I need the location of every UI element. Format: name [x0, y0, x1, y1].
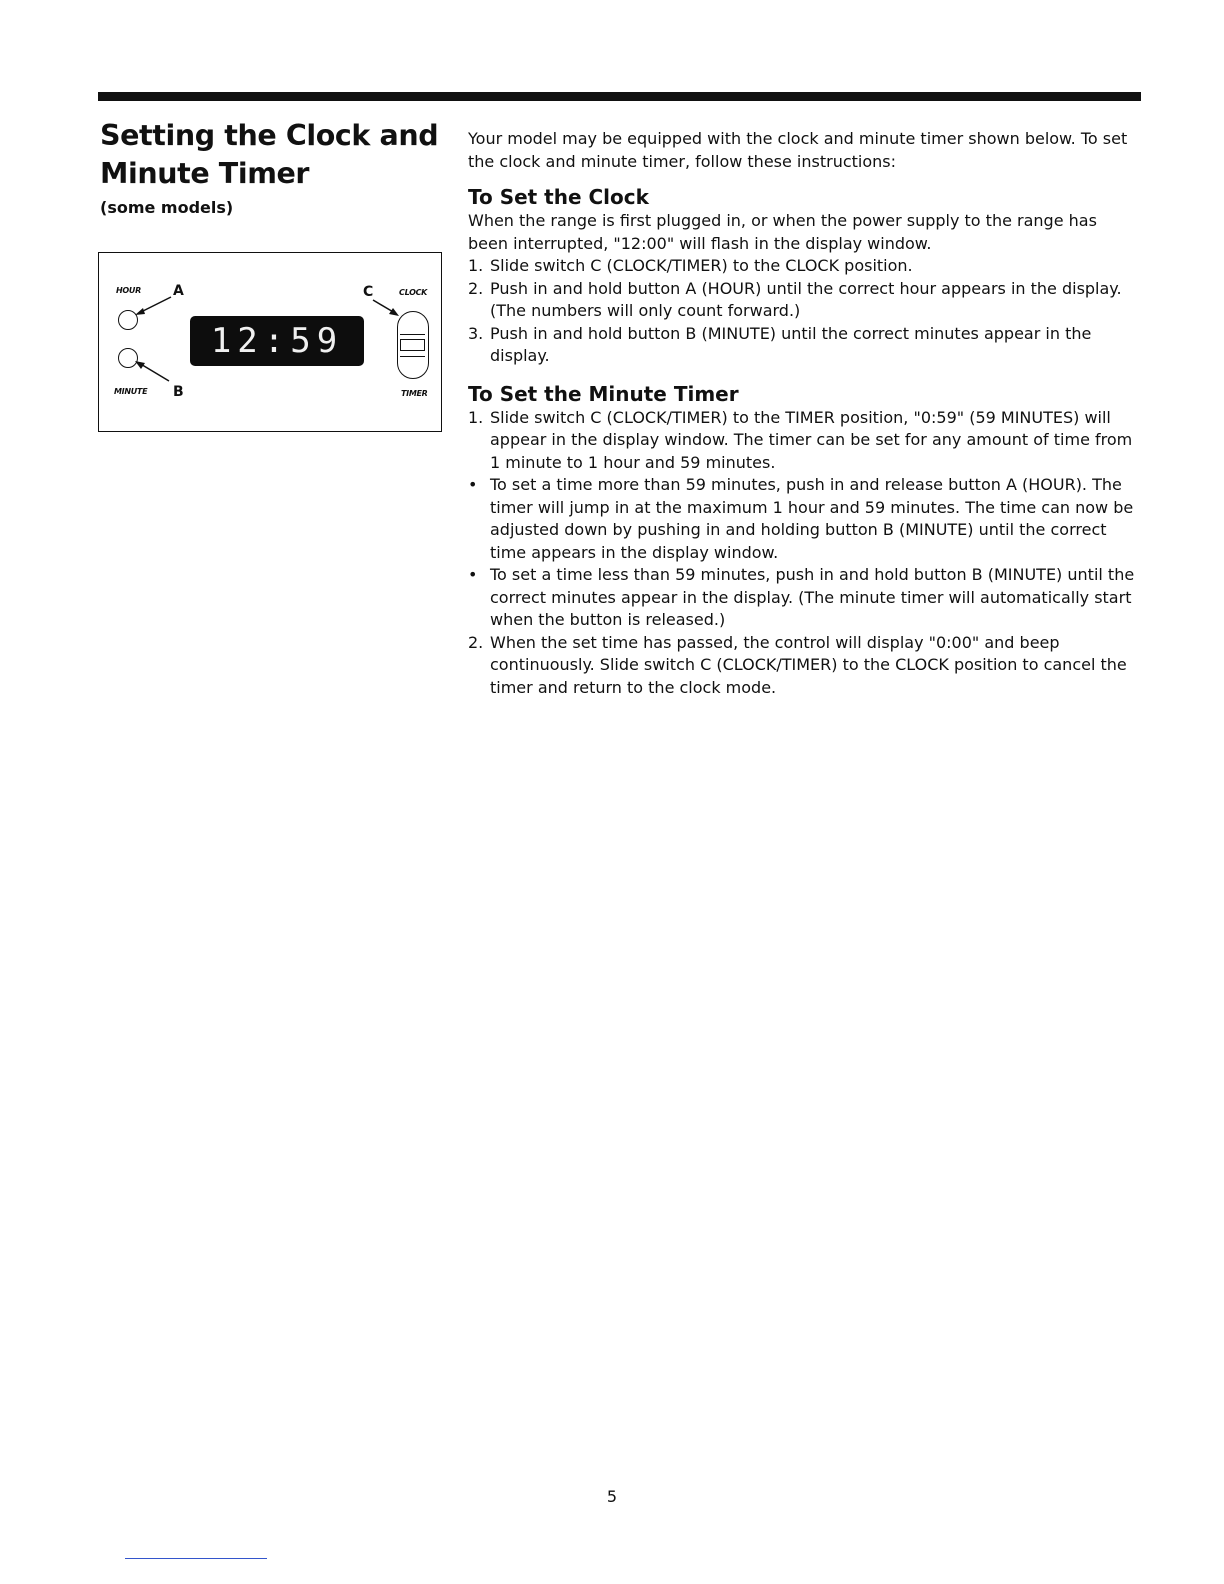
- minute-label: MINUTE: [114, 387, 148, 396]
- set-timer-section: [468, 381, 1136, 700]
- top-rule: [98, 92, 1141, 101]
- list-item: [468, 632, 1136, 700]
- list-item: [468, 278, 1136, 323]
- list-marker: •: [468, 475, 478, 494]
- page-number: 5: [606, 1487, 618, 1506]
- list-item: [468, 255, 1136, 278]
- set-clock-section: [468, 184, 1136, 368]
- list-item-text: When the set time has passed, the control will display "0:00" and beep continuously. Slide switch C (CLOCK/TIMER) to the CLOCK position to cancel the timer and return to the clock mode.: [490, 632, 1127, 697]
- timer-label: TIMER: [401, 389, 428, 398]
- list-item-text: Push in and hold button A (HOUR) until the correct hour appears in the display. (The numbers will only count forward.): [490, 278, 1122, 320]
- clock-label: CLOCK: [399, 288, 428, 297]
- list-item: [468, 564, 1136, 632]
- switch-divider-bottom: [400, 356, 425, 357]
- title-line-1: Setting the Clock and: [100, 119, 439, 152]
- display-value: 12:59: [210, 321, 344, 361]
- set-clock-paragraph: When the range is first plugged in, or when the power supply to the range has been interrupted, "12:00" will flash in the display window.: [468, 211, 1097, 253]
- hour-label: HOUR: [116, 286, 141, 295]
- title-line-2: Minute Timer: [100, 157, 310, 190]
- set-timer-heading: To Set the Minute Timer: [468, 381, 739, 406]
- arrow-a-icon: [133, 295, 173, 317]
- list-marker: 3.: [468, 323, 484, 343]
- arrow-c-icon: [371, 298, 401, 318]
- list-marker: 2.: [468, 632, 484, 652]
- list-marker: 1.: [468, 407, 484, 427]
- list-marker: 2.: [468, 278, 484, 298]
- list-item-text: Push in and hold button B (MINUTE) until the correct minutes appear in the display.: [490, 323, 1092, 365]
- list-marker: 1.: [468, 256, 484, 275]
- c-label: C: [363, 284, 374, 300]
- section-title-block: [100, 117, 440, 219]
- a-label: A: [173, 283, 184, 299]
- page-title: [100, 117, 440, 193]
- list-item: [468, 323, 1136, 368]
- arrow-b-icon: [133, 359, 173, 383]
- list-item: [468, 407, 1136, 475]
- set-clock-heading: To Set the Clock: [468, 185, 649, 209]
- switch-slider[interactable]: [400, 339, 425, 351]
- clock-timer-switch-c[interactable]: [397, 311, 429, 379]
- list-item-text: Slide switch C (CLOCK/TIMER) to the CLOCK position.: [490, 256, 913, 275]
- page-subtitle: (some models): [100, 198, 234, 217]
- list-item-text: To set a time less than 59 minutes, push in and hold button B (MINUTE) until the correct minutes appear in the display. (The minute timer will automatically start when the button is released.): [490, 565, 1135, 629]
- list-marker: •: [468, 565, 478, 584]
- bottom-link-underline: [125, 1558, 267, 1559]
- instructions: [468, 128, 1136, 699]
- list-item-text: To set a time more than 59 minutes, push in and release button A (HOUR). The timer will jump in at the maximum 1 hour and 59 minutes. The time can now be adjusted down by pushing in and holding button B (MINUTE) until the correct time appears in the display window.: [490, 475, 1134, 562]
- switch-divider-top: [400, 334, 425, 335]
- intro-text: Your model may be equipped with the clock and minute timer shown below. To set the clock and minute timer, follow these instructions:: [468, 129, 1128, 171]
- b-label: B: [173, 384, 184, 400]
- list-item-text: Slide switch C (CLOCK/TIMER) to the TIMER position, "0:59" (59 MINUTES) will appear in the display window. The timer can be set for any amount of time from 1 minute to 1 hour and 59 minutes.: [490, 407, 1133, 472]
- clock-display: [190, 316, 364, 366]
- list-item: [468, 474, 1136, 564]
- clock-panel-diagram: [98, 252, 442, 432]
